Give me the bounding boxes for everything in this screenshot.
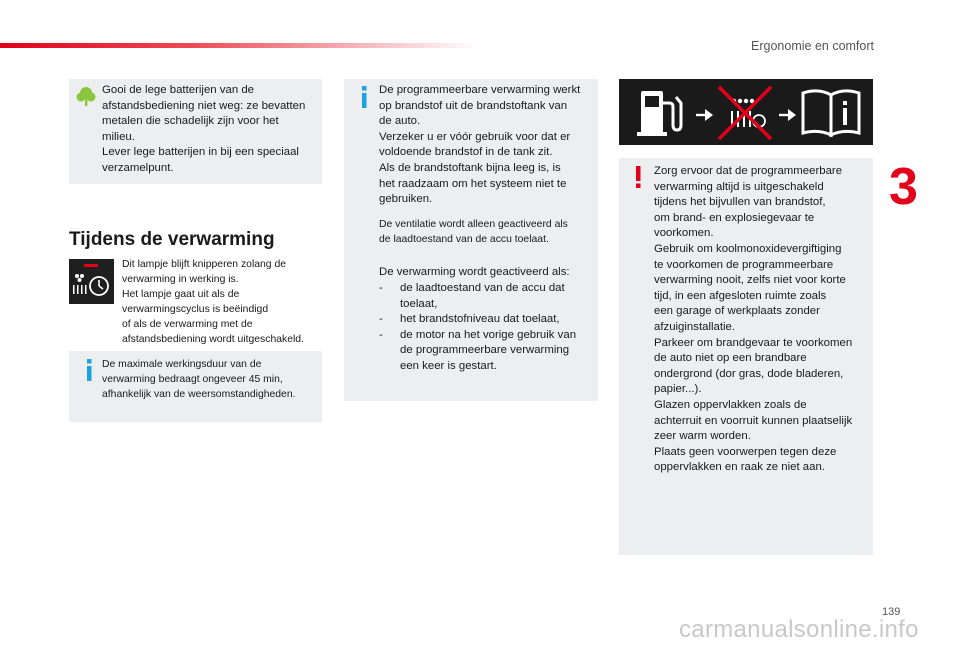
header-red-bar (0, 43, 480, 48)
list-item: - de laadtoestand van de accu dat toelaat, (379, 281, 597, 312)
chapter-number: 3 (889, 158, 918, 216)
heating-indicator-lamp-icon (69, 259, 114, 304)
fuel-info-box (344, 79, 598, 401)
list-item: - de motor na het vorige gebruik van de programmeerbare verwarming een keer is gestart. (379, 328, 597, 375)
eco-note-text: Gooi de lege batterijen van de afstandsbediening niet weg: ze bevatten metalen die schadelijk zijn voor het milieu. Lever lege batterijen in bij een speciaal verzamelpunt. (102, 84, 306, 174)
section-title: Ergonomie en comfort (751, 39, 874, 53)
safety-warning-text: Zorg ervoor dat de programmeerbare verwarming altijd is uitgeschakeld tijdens het bijvullen van brandstof, om brand- en explosiegevaar te voorkomen. Gebruik om koolmonoxidevergiftiging te voorkomen de programmeerbare verwarming nooit, zelfs niet voor korte tijd, in een afgesloten ruimte zoals een garage of werkplaats zonder afzuiginstallatie. Parkeer om brandgevaar te voorkomen de auto niet op een brandbare ondergrond (dor gras, dode bladeren, papier...). Glazen oppervlakken zoals de achterruit en voorruit kunnen plaatselijk zeer warm worden. Plaats geen voorwerpen tegen deze oppervlakken en raak ze niet aan. (654, 165, 853, 474)
info-icon (79, 359, 101, 381)
section-heading: Tijdens de verwarming (69, 229, 275, 250)
tree-icon (75, 85, 97, 107)
activation-intro: De verwarming wordt geactiveerd als: (379, 266, 570, 278)
duration-info-box (69, 351, 322, 422)
safety-warning-box (619, 158, 873, 555)
eco-note-box (69, 79, 322, 184)
duration-info-text: De maximale werkingsduur van de verwarming bedraagt ongeveer 45 min, afhankelijk van de weersomstandigheden. (102, 359, 296, 400)
fuel-pump-icon (637, 91, 667, 136)
watermark: carmanualsonline.info (679, 616, 919, 643)
refuel-warning-pictogram (619, 79, 873, 145)
lamp-description: Dit lampje blijft knipperen zolang de verwarming in werking is. Het lampje gaat uit als de verwarmingscyclus is beëindigd of als de verwarming met de afstandsbediening wordt uitgeschakeld. (122, 259, 304, 345)
warning-exclamation-icon (627, 166, 649, 188)
list-item: - het brandstofniveau dat toelaat, (379, 312, 597, 328)
activation-conditions-list (379, 281, 597, 375)
ventilation-note: De ventilatie wordt alleen geactiveerd als de laadtoestand van de accu toelaat. (379, 219, 568, 245)
info-icon (354, 86, 376, 108)
page-number: 139 (882, 606, 901, 618)
fuel-info-paragraph: De programmeerbare verwarming werkt op brandstof uit de brandstoftank van de auto. Verzeker u er vóór gebruik voor dat er voldoende brandstof in de tank zit. Als de brandstoftank bijna leeg is, is het raadzaam om het systeem niet te gebruiken. (379, 84, 581, 206)
